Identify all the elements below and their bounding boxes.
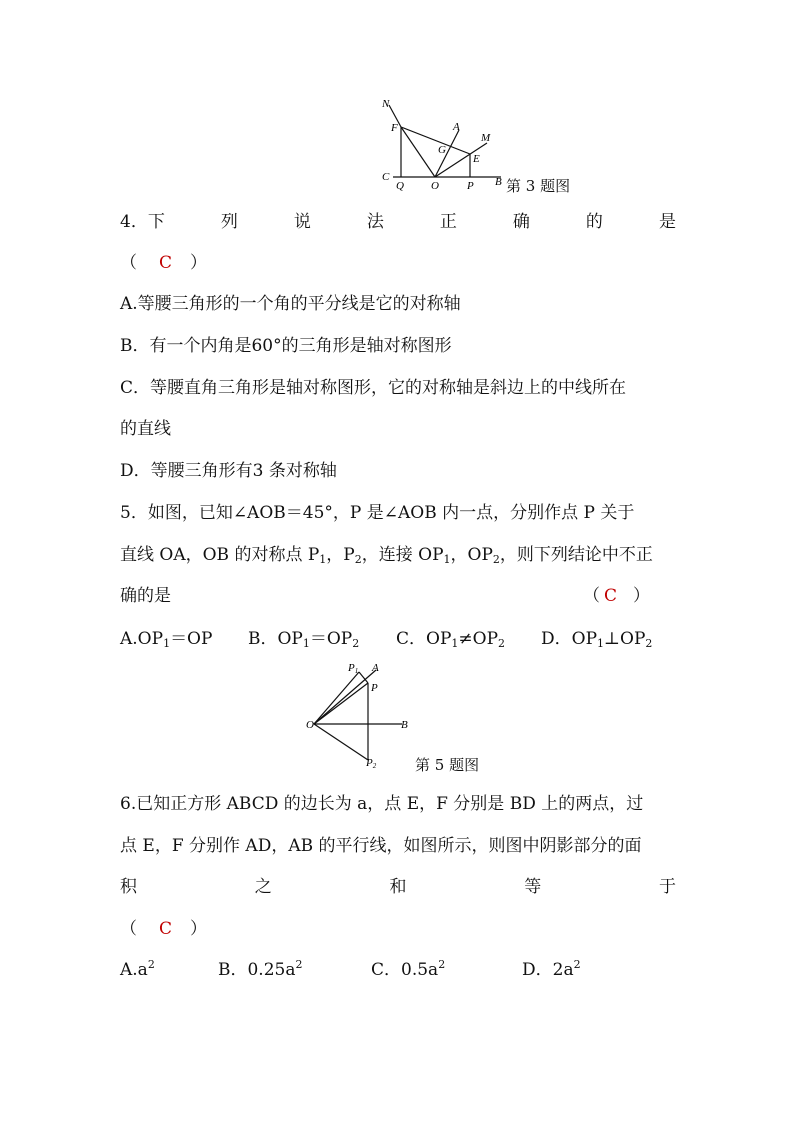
q5-stem-line3: 确的是 [120,586,171,606]
label-o: O [306,719,314,731]
label-n: N [382,98,390,110]
label-c: C [382,171,390,183]
q5-option-d: D．$OP_1\perp OP_2$ [541,629,653,650]
q4-char: 正 [439,212,457,232]
q6-option-a: $A.a^2$ [120,958,155,980]
q6-option-b: B．$0.25a^2$ [218,958,303,980]
segment-op2 [314,724,368,760]
q5-option-c: C．$OP_1\ne OP_2$ [396,629,506,650]
label-o: O [431,180,439,192]
q4-option-c-line2: 的直线 [120,419,171,439]
q4-char: 确 [512,212,530,232]
label-p: P [371,682,378,694]
label-b: B [495,176,502,188]
q6-option-c: C．$0.5a^2$ [371,958,446,980]
figure-3-caption: 第 3 题图 [506,177,571,195]
q6-char: 和 [389,877,407,897]
q5-stem-line1: 5．如图，已知∠AOB＝45°，P 是∠AOB 内一点，分别作点 P 关于 [120,503,635,523]
q5-stem-line2: 直线 OA，OB 的对称点 $P_1$，$P_2$，连接 $OP_1$，$OP_2$，则下列结论中不正 [120,545,653,566]
label-q: Q [396,180,404,192]
q5-answer: C [604,586,618,606]
q6-answer-bracket: （ C ） [120,919,208,939]
label-a: A [372,662,379,674]
figure-3-diagram [375,95,510,195]
q4-char: 4．下 [120,212,165,232]
ray-oa [314,670,376,724]
q6-option-d: D．$2a^2$ [522,958,581,980]
q4-option-a: A.等腰三角形的一个角的平分线是它的对称轴 [120,294,461,314]
q4-answer-bracket: （ C ） [120,253,208,273]
q4-option-d: D．等腰三角形有3 条对称轴 [120,461,337,481]
label-p2: P2 [366,757,377,770]
q4-stem [120,211,676,233]
q4-option-c-line1: C．等腰直角三角形是轴对称图形，它的对称轴是斜边上的中线所在 [120,378,627,398]
segment-op1 [314,672,359,724]
q4-option-b: B．有一个内角是60°的三角形是轴对称图形 [120,336,452,356]
label-m: M [481,132,491,144]
figure-5-diagram [305,658,415,773]
label-b: B [401,719,408,731]
q4-char: 的 [585,212,603,232]
q5-answer-bracket: （ C ） [583,586,651,606]
q6-char: 等 [524,877,542,897]
label-g: G [438,144,446,156]
q6-stem-line3 [120,876,676,898]
label-p: P [467,180,474,192]
q6-stem-line2: 点 E，F 分别作 AD，AB 的平行线，如图所示，则图中阴影部分的面 [120,836,642,856]
label-a: A [453,121,460,133]
q6-char: 于 [659,877,676,897]
q6-answer: C [159,919,173,939]
q4-char: 是 [658,212,676,232]
line-fo [401,127,435,177]
q4-answer: C [159,253,173,273]
q6-char: 积 [120,877,137,897]
label-e: E [473,153,480,165]
q4-char: 法 [366,212,384,232]
q6-stem-line1: 6.已知正方形 ABCD 的边长为 a，点 E，F 分别是 BD 上的两点，过 [120,794,644,814]
label-p1: P1 [348,662,359,675]
figure-5-caption: 第 5 题图 [415,756,480,774]
label-f: F [391,122,398,134]
q6-char: 之 [254,877,272,897]
q5-option-a: $A.OP_1=OP$ [120,629,213,650]
q4-char: 列 [220,212,238,232]
segment-op [314,683,368,724]
q4-char: 说 [293,212,311,232]
q5-option-b: B．$OP_1=OP_2$ [248,629,360,650]
